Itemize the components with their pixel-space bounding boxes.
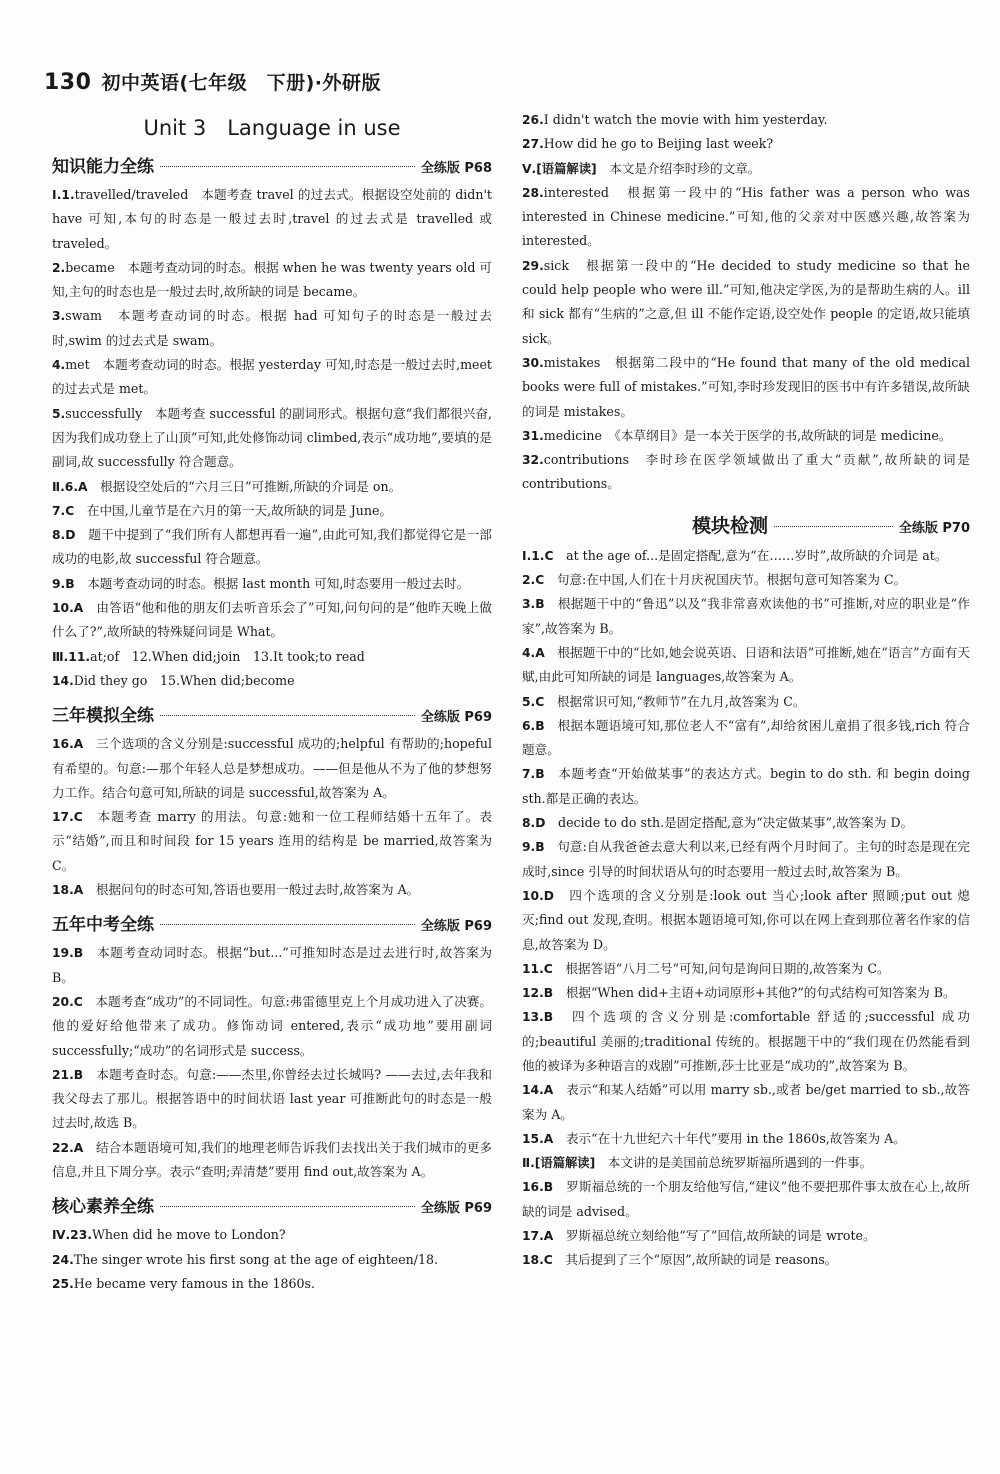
page-reference: 全练版 P69: [420, 919, 492, 935]
answer-item: [52, 523, 492, 572]
item-number: 25.: [52, 1276, 74, 1291]
page-reference: 全练版 P69: [420, 1201, 492, 1217]
item-text: The singer wrote his first song at the age of eighteen/18.: [73, 1251, 439, 1267]
answer-item: [52, 402, 492, 475]
answer-item: [522, 714, 970, 763]
item-text: interested 根据第一段中的“His father was a person who was interested in Chinese medicine.”可知,他的父亲对中医感兴趣,故答案为 interested。: [522, 184, 970, 249]
item-text: 根据题干中的“鲁迅”以及“我非常喜欢读他的书”可推断,对应的职业是“作家”,故答案为 B。: [522, 596, 970, 636]
section-heading: [522, 511, 970, 538]
answer-item: [522, 108, 970, 132]
answer-item: [522, 1127, 970, 1151]
answer-item: [522, 448, 970, 497]
item-number: 5.: [52, 406, 66, 421]
item-text: 根据设空处后的“六月三日”可推断,所缺的介词是 on。: [87, 478, 402, 494]
item-number: 10.A: [52, 601, 84, 616]
item-text: Did they go 15.When did;become: [73, 672, 295, 688]
book-title: 初中英语(七年级 下册)·外研版: [101, 72, 382, 94]
answer-item: [522, 592, 970, 641]
item-number: 27.: [522, 137, 544, 152]
item-number: 2.C: [522, 573, 545, 588]
answer-item: [522, 1005, 970, 1078]
item-number: 24.: [52, 1252, 74, 1267]
answer-item: [522, 1248, 970, 1272]
item-number: 31.: [522, 428, 544, 443]
answer-item: [52, 805, 492, 878]
item-number: 3.: [52, 309, 66, 324]
answer-item: [522, 1224, 970, 1248]
item-text: contributions 李时珍在医学领域做出了重大“贡献”,故所缺的词是 contributions。: [522, 452, 970, 492]
item-text: 本题考查 marry 的用法。句意:她和一位工程师结婚十五年了。表示“结婚”,而且和时间段 for 15 years 连用的结构是 be married,故答案为 C。: [52, 809, 492, 873]
item-number: 21.B: [52, 1067, 84, 1082]
item-text: 根据题干中的“比如,她会说英语、日语和法语”可推断,她在“语言”方面有天赋,由此可知所缺的词是 languages,故答案为 A。: [522, 644, 970, 685]
left-column: [52, 108, 492, 1296]
answer-item: [522, 568, 970, 592]
item-number: 14.A: [522, 1083, 554, 1098]
item-text: 其后提到了三个“原因”,故所缺的词是 reasons。: [552, 1252, 838, 1268]
item-number: 8.D: [52, 528, 76, 543]
item-number: Ⅰ.1.: [52, 188, 75, 202]
section-heading: [52, 701, 492, 726]
item-text: sick 根据第一段中的“He decided to study medicine so that he could help people who were ill.”可知,他决定学医,为的是帮助生病的人。ill 和 sick 都有“生病的”之意,但 ill 不能作定语,设空处作 people 的定语,故只能填 sick。: [522, 257, 970, 346]
answer-item: [522, 181, 970, 254]
item-text: 题干中提到了“我们所有人都想再看一遍”,由此可知,我们都觉得它是一部成功的电影,故 successful 符合题意。: [52, 527, 492, 567]
item-number: 29.: [522, 258, 544, 273]
item-number: Ⅲ.11.: [52, 649, 91, 664]
item-text: 由答语“他和他的朋友们去听音乐会了”可知,问句问的是“他昨天晚上做什么了?”,故所缺的特殊疑问词是 What。: [52, 600, 492, 640]
item-number: 4.: [52, 358, 66, 373]
answer-item: [522, 351, 970, 424]
answer-item: [52, 499, 492, 523]
answer-item: [522, 1078, 970, 1127]
answer-item: [52, 1063, 492, 1136]
answer-item: [52, 990, 492, 1063]
item-text: 表示“在十九世纪六十年代”要用 in the 1860s,故答案为 A。: [553, 1130, 906, 1146]
item-text: 根据本题语境可知,那位老人不“富有”,却给贫困儿童捐了很多钱,rich 符合题意。: [522, 717, 970, 758]
item-text: 本题考查动词时态。根据“but...”可推知时态是过去进行时,故答案为 B。: [52, 945, 492, 985]
item-text: travelled/traveled 本题考查 travel 的过去式。根据设空处前的 didn't have 可知,本句的时态是一般过去时,travel 的过去式是 travelled 或 traveled。: [52, 187, 492, 251]
answer-item: [52, 304, 492, 353]
item-text: I didn't watch the movie with him yesterday.: [543, 112, 828, 127]
answer-item: [52, 1223, 492, 1247]
answer-item: [522, 544, 970, 568]
item-text: 罗斯福总统的一个朋友给他写信,“建议”他不要把那件事太放在心上,故所缺的词是 advised。: [522, 1179, 970, 1219]
item-text: 句意:在中国,人们在十月庆祝国庆节。根据句意可知答案为 C。: [544, 572, 907, 588]
item-text: How did he go to Beijing last week?: [543, 136, 774, 152]
item-number: 15.A: [522, 1131, 554, 1146]
answer-item: [52, 878, 492, 902]
answer-item: [52, 1136, 492, 1185]
item-number: 13.B: [522, 1010, 554, 1025]
item-number: 11.C: [522, 961, 553, 976]
item-number: Ⅰ.1.C: [522, 548, 554, 563]
right-column: [522, 108, 970, 1273]
leader-dots: [160, 924, 415, 925]
item-number: 8.D: [522, 816, 546, 831]
item-number: Ⅴ.[语篇解读]: [522, 161, 597, 176]
item-number: 26.: [522, 113, 544, 127]
answer-item: [52, 1248, 492, 1272]
page-reference: 全练版 P69: [420, 710, 492, 726]
answer-item: [522, 132, 970, 156]
answer-item: [52, 645, 492, 669]
item-text: When did he move to London?: [91, 1227, 286, 1243]
section-title: 知识能力全练: [52, 157, 154, 177]
answer-item: [522, 835, 970, 884]
answer-item: [522, 157, 970, 181]
item-text: successfully 本题考查 successful 的副词形式。根据句意“我们都很兴奋,因为我们成功登上了山顶”可知,此处修饰动词 climbed,表示“成功地”,要填的是副词,故 successfully 符合题意。: [52, 405, 492, 470]
leader-dots: [160, 166, 415, 167]
answer-item: [522, 957, 970, 981]
leader-dots: [774, 526, 893, 527]
item-number: 17.C: [52, 810, 83, 825]
item-number: 30.: [522, 355, 544, 370]
answer-item: [522, 424, 970, 448]
item-text: He became very famous in the 1860s.: [73, 1275, 315, 1291]
item-number: 2.: [52, 260, 66, 275]
item-number: 20.C: [52, 994, 83, 1009]
answer-item: [52, 596, 492, 645]
item-text: 根据常识可知,“教师节”在九月,故答案为 C。: [544, 693, 806, 709]
item-text: medicine 《本草纲目》是一本关于医学的书,故所缺的词是 medicine。: [543, 427, 952, 443]
item-number: 17.A: [522, 1229, 554, 1244]
answer-item: [52, 669, 492, 693]
item-number: 18.A: [52, 883, 84, 898]
answer-item: [522, 981, 970, 1005]
answer-item: [52, 941, 492, 990]
item-text: 本题考查动词的时态。根据 last month 可知,时态要用一般过去时。: [74, 575, 470, 591]
item-number: 6.B: [522, 718, 545, 733]
item-number: 16.B: [522, 1180, 554, 1195]
item-text: 本题考查时态。句意:——杰里,你曾经去过长城吗? ——去过,去年我和我父母去了那儿。根据答语中的时间状语 last year 可推断此句的时态是一般过去时,故选 B。: [52, 1066, 492, 1131]
answer-item: [52, 256, 492, 305]
item-text: 句意:自从我爸爸去意大利以来,已经有两个月时间了。主句的时态是现在完成时,since 引导的时间状语从句的时态要用一般过去时,故答案为 B。: [522, 839, 970, 879]
answer-item: [52, 732, 492, 805]
section-heading: [52, 1192, 492, 1217]
item-text: at the age of...是固定搭配,意为“在……岁时”,故所缺的介词是 at。: [553, 547, 948, 563]
answer-item: [52, 572, 492, 596]
item-number: 18.C: [522, 1253, 553, 1268]
item-text: 四个选项的含义分别是:comfortable 舒适的;successful 成功的;beautiful 美丽的;traditional 传统的。根据题干中的“我们现在仍然能看到他的被译为多种语言的戏剧”可推断,莎士比亚是“成功的”,故答案为 B。: [522, 1009, 970, 1073]
answer-item: [522, 1175, 970, 1224]
answer-item: [52, 183, 492, 256]
item-text: mistakes 根据第二段中的“He found that many of the old medical books were full of mistakes.”可知,李时珍发现旧的医书中有许多错误,故所缺的词是 mistakes。: [522, 354, 970, 419]
page-reference: 全练版 P68: [420, 161, 492, 176]
item-number: Ⅱ.[语篇解读]: [522, 1156, 596, 1171]
answer-item: [522, 641, 970, 690]
section-heading: [52, 152, 492, 177]
item-text: 结合本题语境可知,我们的地理老师告诉我们去找出关于我们城市的更多信息,并且下周分享。表示“查明;弄清楚”要用 find out,故答案为 A。: [52, 1139, 492, 1179]
item-text: 本题考查“成功”的不同词性。句意:弗雷德里克上个月成功进入了决赛。他的爱好给他带来了成功。修饰动词 entered,表示“成功地”要用副词 successfully;“成功”的名词形式是 success。: [52, 993, 492, 1058]
section-heading: [52, 910, 492, 935]
answer-item: [522, 811, 970, 835]
item-text: 三个选项的含义分别是:successful 成功的;helpful 有帮助的;hopeful 有希望的。句意:—那个年轻人总是梦想成功。——但是他从不为了他的梦想努力工作。结合句意可知,所缺的词是 successful,故答案为 A。: [52, 736, 492, 800]
item-number: Ⅱ.6.A: [52, 479, 88, 494]
item-number: 9.B: [52, 576, 75, 591]
answer-item: [522, 762, 970, 811]
answer-item: [522, 254, 970, 351]
section-title: 三年模拟全练: [52, 706, 154, 727]
answer-item: [522, 690, 970, 714]
item-number: 9.B: [522, 840, 545, 855]
item-text: decide to do sth.是固定搭配,意为“决定做某事”,故答案为 D。: [545, 815, 914, 831]
item-number: 10.D: [522, 888, 554, 903]
item-number: 7.B: [522, 767, 545, 782]
item-number: 32.: [522, 453, 544, 468]
page-header: [44, 68, 381, 95]
item-text: met 本题考查动词的时态。根据 yesterday 可知,时态是一般过去时,meet 的过去式是 met。: [52, 357, 492, 397]
item-number: 14.: [52, 673, 74, 688]
item-text: became 本题考查动词的时态。根据 when he was twenty years old 可知,主句的时态也是一般过去时,故所缺的词是 became。: [52, 259, 492, 300]
item-text: 根据“When did+主语+动词原形+其他?”的句式结构可知答案为 B。: [553, 985, 956, 1001]
unit-title: Unit 3 Language in use: [143, 116, 401, 140]
item-number: 22.A: [52, 1140, 84, 1155]
item-number: 5.C: [522, 694, 545, 709]
item-text: 根据问句的时态可知,答语也要用一般过去时,故答案为 A。: [83, 882, 420, 898]
item-text: 罗斯福总统立刻给他“写了”回信,故所缺的词是 wrote。: [553, 1228, 876, 1244]
answer-item: [52, 475, 492, 499]
answer-item: [522, 884, 970, 957]
item-number: 7.C: [52, 503, 75, 518]
item-text: 本题考查“开始做某事”的表达方式。begin to do sth. 和 begin doing sth.都是正确的表达。: [522, 766, 970, 806]
item-number: 28.: [522, 185, 544, 200]
item-number: 16.A: [52, 737, 84, 752]
item-number: 19.B: [52, 946, 84, 961]
item-text: 表示“和某人结婚”可以用 marry sb.,或者 be/get married to sb.,故答案为 A。: [522, 1082, 970, 1122]
item-text: 本文是介绍李时珍的文章。: [596, 160, 761, 176]
section-title: 核心素养全练: [52, 1197, 154, 1218]
leader-dots: [160, 715, 415, 716]
section-title: 五年中考全练: [52, 915, 154, 936]
answer-item: [52, 353, 492, 402]
item-number: 3.B: [522, 597, 545, 612]
section-title: 模块检测: [692, 514, 769, 537]
item-text: swam 本题考查动词的时态。根据 had 可知句子的时态是一般过去时,swim 的过去式是 swam。: [52, 308, 492, 348]
leader-dots: [160, 1206, 415, 1207]
answer-item: [522, 1151, 970, 1175]
item-text: at;of 12.When did;join 13.It took;to read: [90, 648, 365, 664]
item-number: 4.A: [522, 645, 545, 660]
answer-item: [52, 1272, 492, 1296]
item-text: 四个选项的含义分别是:look out 当心;look after 照顾;put out 熄灭;find out 发现,查明。根据本题语境可知,你可以在网上查到那位著名作家的信息,故答案为 D。: [522, 887, 970, 952]
page-reference: 全练版 P70: [898, 520, 970, 536]
page-number: 130: [44, 70, 92, 95]
item-number: 12.B: [522, 986, 554, 1001]
item-number: Ⅳ.23.: [52, 1228, 92, 1243]
item-text: 根据答语“八月二号”可知,问句是询问日期的,故答案为 C。: [552, 960, 890, 976]
item-text: 本文讲的是美国前总统罗斯福所遇到的一件事。: [595, 1155, 873, 1171]
item-text: 在中国,儿童节是在六月的第一天,故所缺的词是 June。: [74, 502, 393, 518]
spacer: [522, 497, 970, 503]
